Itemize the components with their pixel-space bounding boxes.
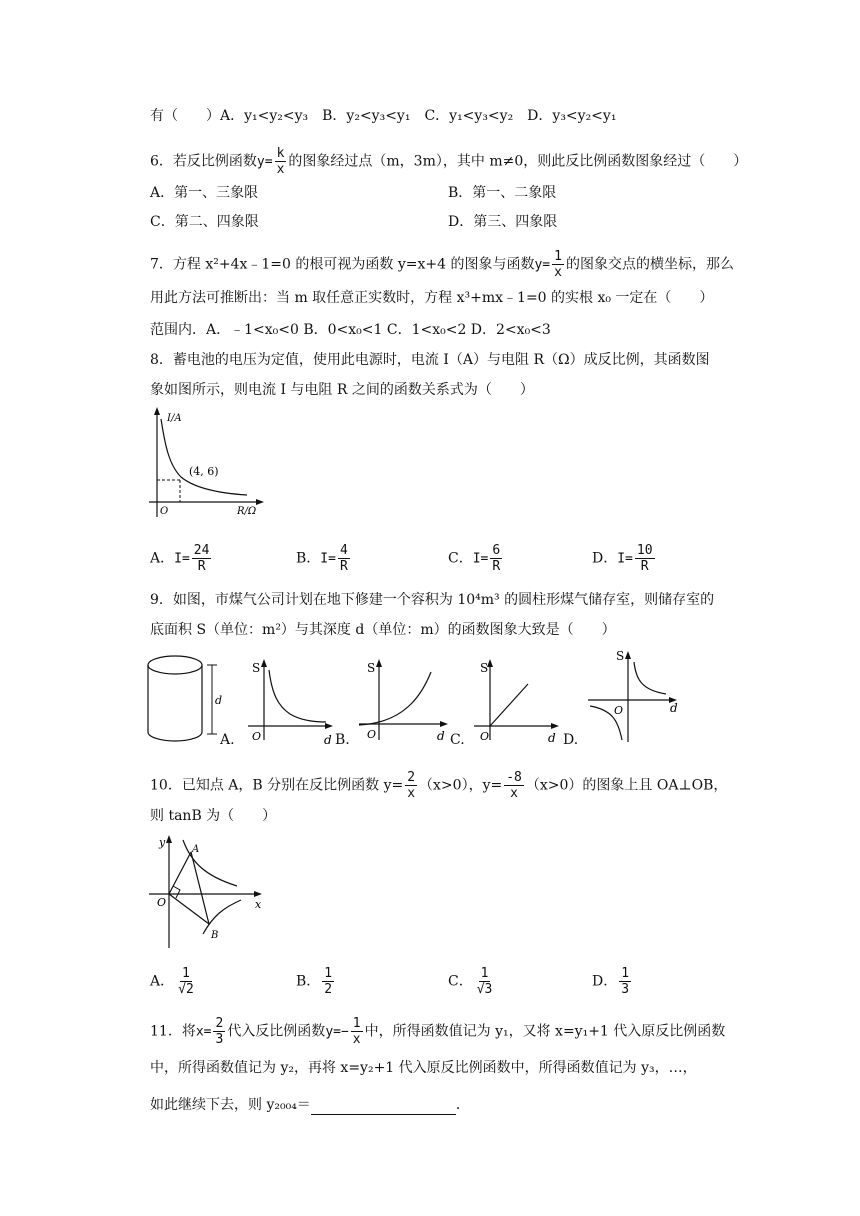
q8-option-c-frac [490,543,502,574]
q10-option-c-frac [475,966,495,997]
q8-option-a-den: R [197,559,206,574]
q6-stem-b: 的图象经过点（m，3m），其中 m≠0，则此反比例函数图象经过（ ） [288,153,748,170]
q10-point-a: A [192,844,200,855]
q9a-y-arrow-icon [261,659,267,667]
q10-option-d-den: 3 [621,982,630,997]
q9a-origin: O [252,730,262,743]
q8-line2: 象如图所示，则电流 I 与电阻 R 之间的函数关系式为（ ） [150,382,534,398]
q8-option-a [150,543,213,574]
q11-frac2-lhs: y=− [325,1024,349,1040]
q9b-curve [359,672,431,725]
q9-line1: 9．如图，市煤气公司计划在地下修建一个容积为 10⁴m³ 的圆柱形煤气储存室，则储存室的 [150,592,715,608]
q9-letter-d: D. [563,732,579,748]
q10-option-c-den: √3 [476,982,493,997]
q8-option-d-den: R [640,559,649,574]
q10-xlabel: x [255,898,262,911]
q10-frac2 [504,770,524,801]
q6-option-c: C．第二、四象限 [150,214,259,230]
q10-frac1-den: x [407,786,416,801]
q10-option-b-den: 2 [324,982,333,997]
q9d-ylabel: S [616,649,625,663]
q10-y-arrow-icon [166,835,172,843]
q8-xlabel: R/Ω [237,506,257,517]
q10-origin: O [157,896,167,909]
q6-frac-num: k [276,146,285,161]
q9c-origin: O [480,730,490,743]
q9b-x-arrow-icon [440,721,448,727]
q10-frac2-num: -8 [506,770,522,785]
q11-frac1-lhs: x= [195,1024,212,1040]
q6-stem [150,146,747,177]
q8-option-b-num: 4 [339,543,348,558]
q9c-line [490,684,528,726]
q8-option-c [448,543,504,574]
q8-graph [145,405,270,525]
q6-fraction [275,146,287,177]
q8-x-arrow-icon [256,499,264,505]
q10-option-a-den: √2 [178,982,194,997]
q10-curve-b [203,900,241,934]
q8-y-arrow-icon [154,407,160,415]
q6-option-b: B．第一、二象限 [448,185,557,201]
q9b-ylabel: S [367,661,376,675]
q11-line2: 中，所得函数值记为 y₂，再将 x=y₂+1 代入原反比例函数中，所得函数值记为 y₃，…， [150,1060,697,1076]
q7-line3: 范围内．A．﹣1<x₀<0 B．0<x₀<1 C．1<x₀<2 D．2<x₀<3 [150,322,551,338]
q11-stem-b: 代入反比例函数 [227,1023,326,1040]
q10-option-d [592,966,633,997]
q8-option-c-num: 6 [492,543,501,558]
q10-option-a-frac [176,966,196,997]
q9-cylinder [145,650,225,750]
q10-stem-a: 10．已知点 A，B 分别在反比例函数 y= [150,777,404,794]
q9-letter-b: B. [335,732,350,748]
q9-graph-c [468,656,568,748]
q7-frac-lhs: y= [534,257,551,273]
q9c-x-arrow-icon [551,723,559,729]
q9b-origin: O [367,728,377,741]
q9d-origin: O [614,704,624,717]
q9-graph-a [238,656,338,748]
q10-option-c [448,966,496,997]
q9-graph-d [584,646,684,746]
q5-options-line: 有（ ）A．y₁<y₂<y₃ B．y₂<y₃<y₁ C．y₁<y₃<y₂ D．y₃<y₂<y₁ [150,108,617,124]
q10-point-b: B [211,930,219,941]
q8-curve [161,419,247,495]
q8-option-c-den: R [492,559,501,574]
q11-frac2-num: 1 [352,1016,361,1031]
q9-line2: 底面积 S（单位：m²）与其深度 d（单位：m）的函数图象大致是（ ） [150,622,616,638]
q7-line1-b: 的图象交点的横坐标，那么 [565,256,734,273]
q10-frac1 [405,770,417,801]
q11-frac1 [213,1016,225,1047]
q10-x-arrow-icon [254,891,262,897]
q10-option-a [150,966,198,997]
q10-stem-b: （x>0），y= [419,777,503,794]
q8-option-c-label: C． [448,550,473,567]
q10-option-c-num: 1 [480,966,489,981]
q8-option-a-num: 24 [193,543,210,558]
q11-line1 [150,1016,725,1047]
q9-letter-a: A. [220,732,235,748]
q7-line2: 用此方法可推断出：当 m 取任意正实数时，方程 x³+mx﹣1=0 的实根 x₀ 一定在（ ） [150,290,714,306]
q11-frac1-den: 3 [215,1032,224,1047]
q8-option-b-lhs: I= [320,551,336,567]
q8-option-d-frac [635,543,655,574]
q9-cyl-bottom [148,732,202,741]
q10-option-a-num: 1 [182,966,190,981]
q9d-xlabel: d [670,701,678,715]
q8-ylabel: I/A [167,413,182,424]
q9a-ylabel: S [252,661,261,675]
q9a-curve [269,670,326,722]
q9-letter-c: C. [450,732,465,748]
q10-line2: 则 tanB 为（ ） [150,808,277,824]
q8-option-d-label: D． [592,550,618,567]
q10-right-angle-mark [173,886,180,898]
q8-option-d-num: 10 [636,543,653,558]
q6-frac-lhs: y= [256,154,273,170]
q11-answer-blank[interactable] [311,1100,456,1115]
q11-stem-a: 11．将 [150,1023,196,1040]
q6-stem-a: 6．若反比例函数 [150,153,257,170]
q11-stem-c: 中，所得函数值记为 y₁，又将 x=y₁+1 代入原反比例函数 [364,1023,726,1040]
q8-option-d-lhs: I= [617,551,633,567]
q8-option-c-lhs: I= [472,551,489,567]
q9-cyl-label: d [215,694,223,707]
q10-option-b-label: B． [296,973,321,990]
q7-line1-a: 7．方程 x²+4x﹣1=0 的根可视为函数 y=x+4 的图象与函数 [150,256,535,273]
q8-option-d [592,543,657,574]
q10-ylabel: y [159,836,166,849]
q10-option-d-label: D． [592,973,618,990]
q8-line1: 8．蓄电池的电压为定值，使用此电源时，电流 I（A）与电阻 R（Ω）成反比例，其函数图 [150,352,710,368]
q9b-y-arrow-icon [376,659,382,667]
q8-option-b [296,543,352,574]
q10-option-b-num: 1 [324,966,333,981]
q9c-xlabel: d [548,731,556,745]
q9a-x-arrow-icon [325,723,333,729]
q6-option-a: A．第一、三象限 [150,185,259,201]
q8-option-b-frac [338,543,350,574]
q7-fraction [552,249,564,280]
q11-frac2 [351,1016,363,1047]
q10-graph [145,830,270,952]
q8-origin: O [160,506,169,517]
q8-option-a-lhs: I= [174,551,190,567]
q10-option-d-frac [619,966,631,997]
q8-option-b-den: R [339,559,348,574]
q8-option-a-frac [192,543,212,574]
q8-option-b-label: B． [296,550,321,567]
q11-frac1-num: 2 [215,1016,224,1031]
q11-line3-b: ． [455,1097,470,1113]
q9c-ylabel: S [480,661,489,675]
q6-frac-den: x [276,162,285,177]
q10-option-a-label: A． [150,973,175,990]
q11-frac2-den: x [352,1032,361,1047]
q9b-xlabel: d [437,729,445,743]
q9d-curve-q1 [634,662,666,694]
q10-option-b-frac [322,966,334,997]
q7-frac-num: 1 [554,249,562,264]
q9-graph-b [353,654,453,748]
q7-line1 [150,249,734,280]
q10-frac2-den: x [510,786,518,801]
q10-option-d-num: 1 [621,966,630,981]
q9d-y-arrow-icon [625,651,631,659]
q9-cyl-top [148,656,202,674]
q7-frac-den: x [554,265,562,280]
q10-option-b [296,966,336,997]
q10-line1 [150,770,727,801]
q10-stem-c: （x>0）的图象上且 OA⊥OB， [525,777,728,794]
q11-line3-a: 如此继续下去，则 y₂₀₀₄＝ [150,1097,311,1113]
q9a-xlabel: d [324,733,332,747]
q6-option-d: D．第三、四象限 [448,214,558,230]
q10-option-c-label: C． [448,973,473,990]
q10-segment-oa [169,852,191,894]
q8-point-label: (4, 6) [189,465,219,478]
q10-frac1-num: 2 [407,770,416,785]
q11-line3 [150,1095,470,1115]
q8-option-a-label: A． [150,550,175,567]
